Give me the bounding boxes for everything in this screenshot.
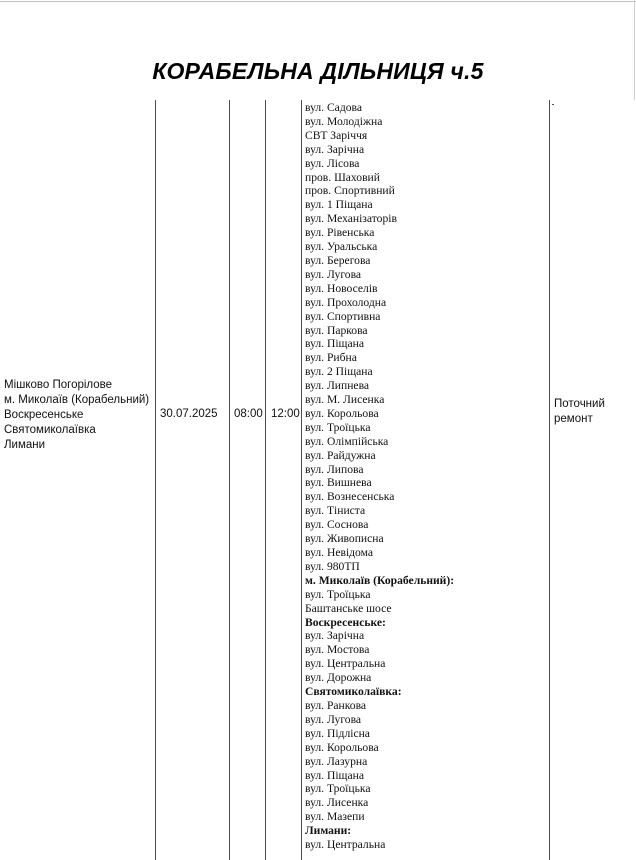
cell-mark <box>552 104 554 105</box>
street-group-header: Святомиколаївка: <box>305 685 402 699</box>
street-item: вул. Зарічна <box>305 142 365 156</box>
street-item: вул. Уральська <box>305 240 378 254</box>
street-item: вул. Троїцька <box>305 420 371 434</box>
page-title: КОРАБЕЛЬНА ДІЛЬНИЦЯ ч.5 <box>152 58 484 84</box>
street-item: вул. Липова <box>305 462 364 476</box>
work-type-line: ремонт <box>554 413 593 425</box>
street-group-header: Воскресенське: <box>305 615 386 629</box>
street-item: вул. Лисенка <box>305 796 369 810</box>
street-item: вул. Піщана <box>305 768 364 782</box>
column-divider <box>155 100 156 860</box>
street-item: вул. Новоселів <box>305 281 378 295</box>
street-item: вул. 1 Піщана <box>305 198 373 212</box>
settlement-item: Воскресенське <box>4 409 84 421</box>
street-item: вул. Дорожна <box>305 671 372 685</box>
street-item: вул. Паркова <box>305 323 368 337</box>
street-item: вул. 980ТП <box>305 559 360 573</box>
column-divider <box>549 100 550 860</box>
street-item: вул. Механізаторів <box>305 212 397 226</box>
street-item: вул. Троїцька <box>305 782 371 796</box>
street-item: вул. Піщана <box>305 337 364 351</box>
top-border-line <box>0 1 636 2</box>
column-divider <box>301 100 302 860</box>
outage-table <box>0 100 636 860</box>
street-group-header: м. Миколаїв (Корабельний): <box>305 573 455 587</box>
street-item: вул. Лісова <box>305 156 360 170</box>
street-item: вул. Лугова <box>305 712 362 726</box>
street-item: вул. Липнева <box>305 379 370 393</box>
street-item: вул. Берегова <box>305 253 371 267</box>
street-item: вул. Рівенська <box>305 226 375 240</box>
streets-cell <box>305 101 549 852</box>
settlements-cell <box>4 378 154 453</box>
end-time-cell: 12:00 <box>271 408 300 420</box>
street-item: вул. 2 Піщана <box>305 365 373 379</box>
street-item: вул. Вознесенська <box>305 490 395 504</box>
street-item: вул. Центральна <box>305 657 386 671</box>
street-item: вул. М. Лисенка <box>305 393 385 407</box>
street-item: вул. Тіниста <box>305 504 366 518</box>
street-item: вул. Живописна <box>305 532 384 546</box>
street-item: вул. Садова <box>305 101 362 114</box>
street-item: вул. Ранкова <box>305 698 367 712</box>
right-border-line <box>634 0 635 100</box>
street-item: Баштанське шосе <box>305 601 392 615</box>
work-type-cell <box>554 397 634 427</box>
street-item: вул. Корольова <box>305 406 379 420</box>
column-divider <box>229 100 230 860</box>
street-item: вул. Невідома <box>305 546 374 559</box>
street-item: СВТ Заріччя <box>305 128 368 142</box>
street-item: вул. Підлісна <box>305 726 370 740</box>
settlement-item: м. Миколаїв (Корабельний) <box>4 394 150 406</box>
date-cell: 30.07.2025 <box>160 408 218 420</box>
street-item: вул. Вишнева <box>305 476 372 490</box>
street-item: вул. Спортивна <box>305 309 381 323</box>
street-item: вул. Райдужна <box>305 448 376 462</box>
street-item: вул. Лугова <box>305 267 362 281</box>
street-item: вул. Троїцька <box>305 587 371 601</box>
work-type-line: Поточний <box>554 398 605 410</box>
column-divider <box>265 100 266 860</box>
settlement-item: Лимани <box>4 439 46 451</box>
street-item: вул. Центральна <box>305 838 386 852</box>
street-item: вул. Мазепи <box>305 810 365 824</box>
street-item: вул. Молодіжна <box>305 114 383 128</box>
street-item: вул. Соснова <box>305 518 369 532</box>
street-item: пров. Спортивний <box>305 184 395 198</box>
street-group-header: Лимани: <box>305 824 352 838</box>
street-item: пров. Шаховий <box>305 170 380 184</box>
street-item: вул. Зарічна <box>305 629 365 643</box>
street-item: вул. Лазурна <box>305 754 368 768</box>
settlement-item: Святомиколаївка <box>4 424 96 436</box>
street-item: вул. Рибна <box>305 351 357 365</box>
start-time-cell: 08:00 <box>234 408 263 420</box>
settlement-item: Мішково Погорілове <box>4 379 113 391</box>
street-item: вул. Прохолодна <box>305 295 387 309</box>
street-item: вул. Мостова <box>305 643 370 657</box>
street-item: вул. Олімпійська <box>305 434 389 448</box>
street-item: вул. Корольова <box>305 740 379 754</box>
